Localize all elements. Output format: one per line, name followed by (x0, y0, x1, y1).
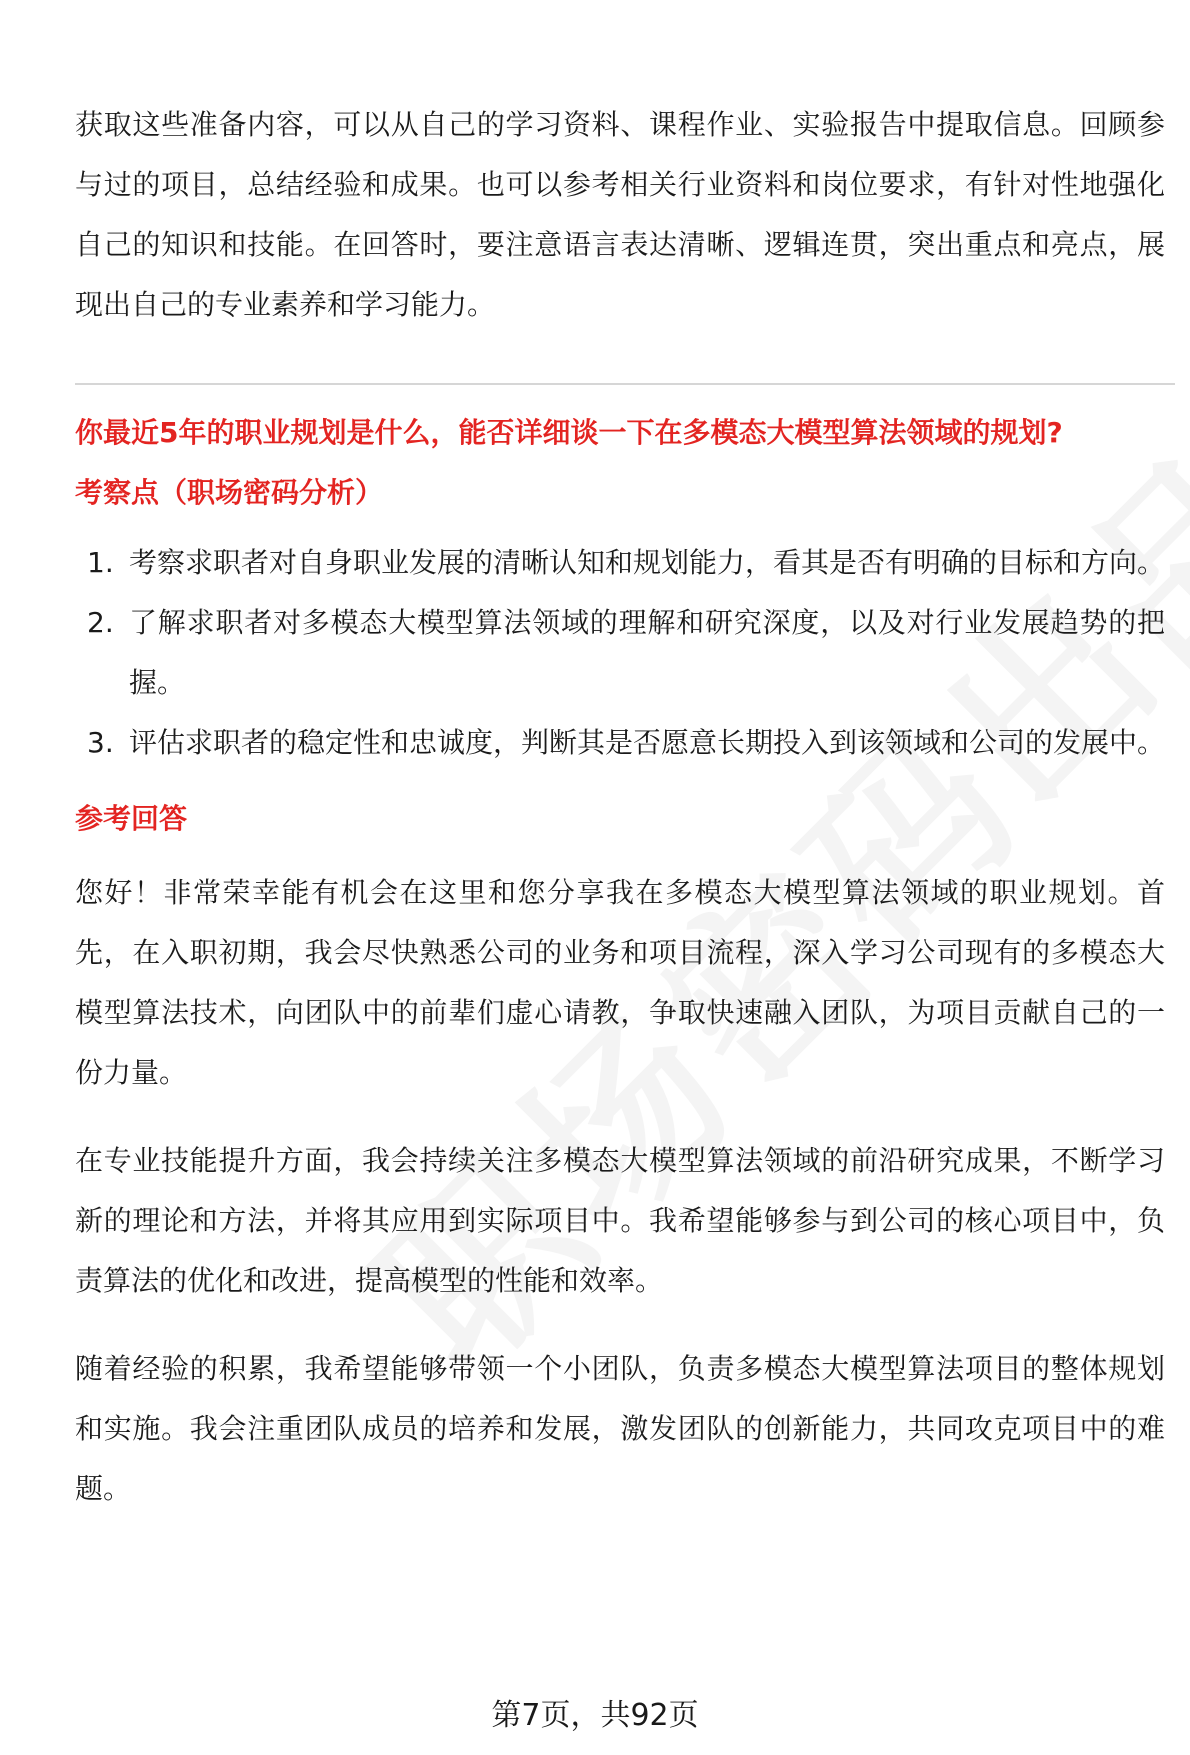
focus-point-number: 2. (87, 606, 114, 639)
focus-points-list (75, 533, 1165, 773)
section-divider (75, 383, 1175, 385)
answer-paragraph: 随着经验的积累，我希望能够带领一个小团队，负责多模态大模型算法项目的整体规划和实施。我会注重团队成员的培养和发展，激发团队的创新能力，共同攻克项目中的难题。 (75, 1352, 1165, 1505)
focus-point-number: 1. (87, 546, 114, 579)
answer-paragraph: 您好！非常荣幸能有机会在这里和您分享我在多模态大模型算法领域的职业规划。首先，在入职初期，我会尽快熟悉公司的业务和项目流程，深入学习公司现有的多模态大模型算法技术，向团队中的前辈们虚心请教，争取快速融入团队，为项目贡献自己的一份力量。 (75, 876, 1165, 1089)
focus-point (75, 533, 1165, 593)
answer-paragraph: 在专业技能提升方面，我会持续关注多模态大模型算法领域的前沿研究成果，不断学习新的理论和方法，并将其应用到实际项目中。我希望能够参与到公司的核心项目中，负责算法的优化和改进，提高模型的性能和效率。 (75, 1144, 1165, 1297)
focus-point-number: 3. (87, 726, 114, 759)
focus-point-text: 了解求职者对多模态大模型算法领域的理解和研究深度，以及对行业发展趋势的把握。 (129, 606, 1165, 699)
focus-point (75, 713, 1165, 773)
intro-paragraph: 获取这些准备内容，可以从自己的学习资料、课程作业、实验报告中提取信息。回顾参与过的项目，总结经验和成果。也可以参考相关行业资料和岗位要求，有针对性地强化自己的知识和技能。在回答时，要注意语言表达清晰、逻辑连贯，突出重点和亮点，展现出自己的专业素养和学习能力。 (75, 108, 1165, 321)
answer-heading: 参考回答 (75, 802, 188, 835)
answer-body (75, 863, 1165, 1519)
page-number: 第7页，共92页 (491, 1698, 699, 1733)
focus-point-text: 考察求职者对自身职业发展的清晰认知和规划能力，看其是否有明确的目标和方向。 (129, 546, 1166, 579)
focus-point (75, 593, 1165, 713)
focus-heading: 考察点（职场密码分析） (75, 476, 384, 509)
interview-question: 你最近5年的职业规划是什么，能否详细谈一下在多模态大模型算法领域的规划? (75, 416, 1063, 449)
focus-point-text: 评估求职者的稳定性和忠诚度，判断其是否愿意长期投入到该领域和公司的发展中。 (129, 726, 1166, 759)
page-content (75, 95, 1165, 1519)
